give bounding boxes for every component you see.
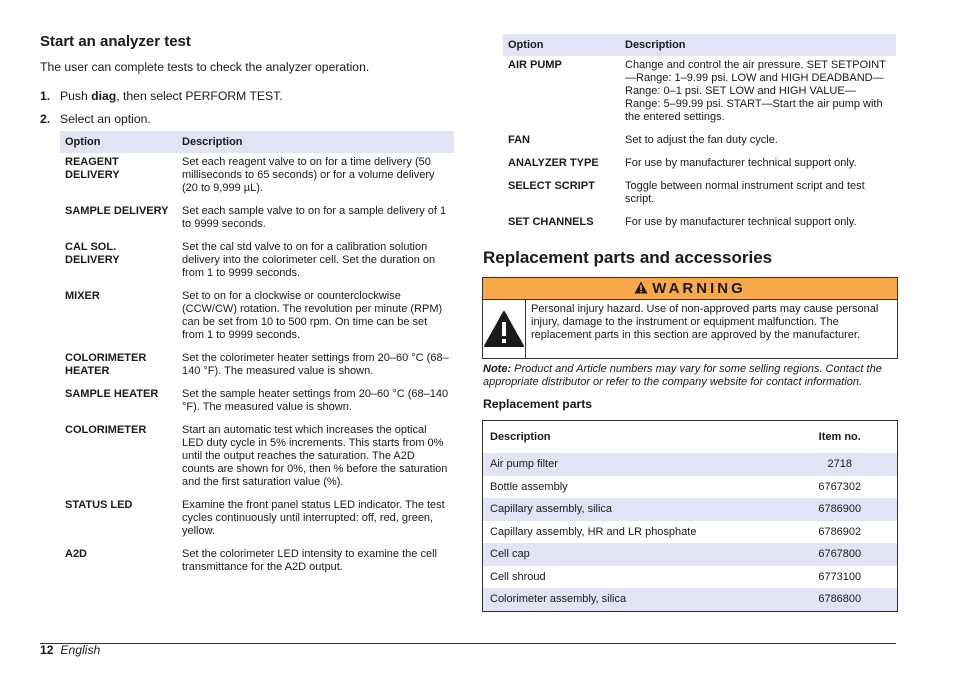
column-header-option: Option — [503, 34, 620, 56]
column-header-item-no: Item no. — [783, 421, 898, 454]
part-description: Capillary assembly, silica — [483, 498, 783, 521]
warning-title: WARNING — [652, 280, 746, 297]
parts-table — [482, 420, 898, 612]
option-description: For use by manufacturer technical support only. — [625, 157, 857, 169]
option-description: Toggle between normal instrument script and test script. — [625, 180, 865, 205]
option-row — [60, 349, 454, 385]
option-description: Set the colorimeter LED intensity to examine the cell transmittance for the A2D output. — [182, 548, 437, 573]
part-item-number: 6786902 — [818, 525, 862, 538]
option-name: SELECT SCRIPT — [508, 180, 595, 192]
part-description: Cell shroud — [490, 570, 546, 583]
warning-text: Personal injury hazard. Use of non-approved parts may cause personal injury, damage to the instrument or equipment malfunction. The replacement parts in this section are approved by the manufacturer. — [531, 303, 879, 341]
option-description: Set the sample heater settings from 20–60 °C (68–140 °F). The measured value is shown. — [182, 388, 449, 413]
option-row — [503, 56, 896, 131]
step-text: Select an option. — [60, 112, 151, 126]
option-row — [60, 421, 454, 496]
table-row — [483, 543, 898, 566]
options-table-right — [503, 34, 896, 236]
option-row — [60, 153, 454, 202]
option-description: Change and control the air pressure. SET SETPOINT—Range: 1–9.99 psi. LOW and HIGH DEADBAND—Range: 0–1 psi. SET LOW and HIGH VALUE—Range: 5–99.99 psi. START—Start the air pump with the entered settings. — [625, 59, 886, 123]
option-name: AIR PUMP — [508, 59, 562, 71]
footer-language: English — [60, 643, 101, 657]
option-description: Start an automatic test which increases the optical LED duty cycle in 5% increments. This starts from 0% until the output reaches the saturation. The A2D counts are shown for 0%, then % before the saturation and the first saturation value (%). — [182, 424, 448, 488]
warning-triangle-icon — [634, 279, 648, 300]
part-description: Air pump filter — [483, 453, 783, 476]
parts-heading: Replacement parts — [483, 397, 593, 411]
option-description: Set each reagent valve to on for a time delivery (50 milliseconds to 65 seconds) or for a volume delivery (20 to 9,999 µL). — [182, 156, 435, 194]
option-name: A2D — [65, 548, 88, 560]
option-name: CAL SOL. DELIVERY — [65, 241, 120, 266]
option-name: ANALYZER TYPE — [508, 157, 599, 169]
part-item-number: 6786800 — [783, 588, 898, 611]
part-description: Cell cap — [483, 543, 783, 566]
step-text: , then select PERFORM TEST. — [116, 89, 283, 103]
intro-text: The user can complete tests to check the analyzer operation. — [40, 60, 370, 74]
option-row — [503, 177, 896, 213]
option-name: SAMPLE HEATER — [65, 388, 159, 400]
option-row — [60, 385, 454, 421]
part-item-number: 2718 — [783, 453, 898, 476]
table-row — [483, 521, 898, 544]
footer — [40, 643, 100, 657]
section-heading-replacement: Replacement parts and accessories — [483, 248, 773, 267]
option-name: SET CHANNELS — [508, 216, 594, 228]
step-1 — [40, 89, 440, 112]
option-row — [60, 238, 454, 287]
column-header-description: Description — [620, 34, 896, 56]
steps-list — [40, 89, 440, 135]
part-description: Bottle assembly — [490, 480, 568, 493]
table-row — [483, 566, 898, 589]
footer-rule — [40, 643, 896, 644]
column-header-option: Option — [60, 131, 177, 153]
note — [483, 363, 897, 389]
page-number: 12 — [40, 643, 54, 657]
table-row — [483, 476, 898, 499]
option-description: Set the colorimeter heater settings from 20–60 °C (68–140 °F). The measured value is shown. — [182, 352, 449, 377]
option-description: Examine the front panel status LED indicator. The test cycles continuously until interrupted: off, red, green, yellow. — [182, 499, 445, 537]
column-header-description: Description — [483, 421, 783, 454]
option-row — [60, 287, 454, 349]
option-description: Set the cal std valve to on for a calibration solution delivery into the colorimeter cell. Set the duration on from 1 to 9999 seconds. — [182, 241, 436, 279]
part-item-number: 6767800 — [783, 543, 898, 566]
column-header-description: Description — [177, 131, 454, 153]
warning-header — [483, 278, 897, 300]
option-row — [60, 545, 454, 581]
option-description: Set to adjust the fan duty cycle. — [625, 134, 778, 146]
section-heading-analyzer-test: Start an analyzer test — [40, 33, 191, 50]
note-text: Product and Article numbers may vary for some selling regions. Contact the appropriate distributor or refer to the company website for contact information. — [483, 363, 882, 388]
option-description: Set each sample valve to on for a sample delivery of 1 to 9999 seconds. — [182, 205, 447, 230]
table-row — [483, 453, 898, 476]
option-row — [503, 154, 896, 177]
warning-box — [482, 277, 898, 359]
option-name: COLORIMETER HEATER — [65, 352, 147, 377]
option-name: REAGENT DELIVERY — [65, 156, 120, 181]
part-description: Capillary assembly, HR and LR phosphate — [490, 525, 697, 538]
option-name: SAMPLE DELIVERY — [65, 205, 169, 217]
step-number: 1. — [40, 89, 51, 103]
part-description: Colorimeter assembly, silica — [483, 588, 783, 611]
table-row — [483, 498, 898, 521]
option-name: MIXER — [65, 290, 100, 302]
option-name: FAN — [508, 134, 530, 146]
step-text: Push — [60, 89, 92, 103]
option-row — [503, 213, 896, 236]
step-number: 2. — [40, 112, 51, 126]
option-description: For use by manufacturer technical support only. — [625, 216, 857, 228]
hazard-icon — [483, 300, 526, 358]
option-row — [60, 496, 454, 545]
option-row — [60, 202, 454, 238]
options-table-left — [60, 131, 454, 581]
part-item-number: 6786900 — [783, 498, 898, 521]
note-label: Note: — [483, 363, 512, 375]
option-name: COLORIMETER — [65, 424, 147, 436]
part-item-number: 6773100 — [818, 570, 862, 583]
part-item-number: 6767302 — [818, 480, 862, 493]
step-key: diag — [91, 89, 117, 103]
option-row — [503, 131, 896, 154]
option-name: STATUS LED — [65, 499, 133, 511]
option-description: Set to on for a clockwise or counterclockwise (CCW/CW) rotation. The revolution per minute (RPM) can be set from 10 to 500 rpm. On time can be set from 1 to 9999 seconds. — [182, 290, 443, 341]
table-row — [483, 588, 898, 611]
